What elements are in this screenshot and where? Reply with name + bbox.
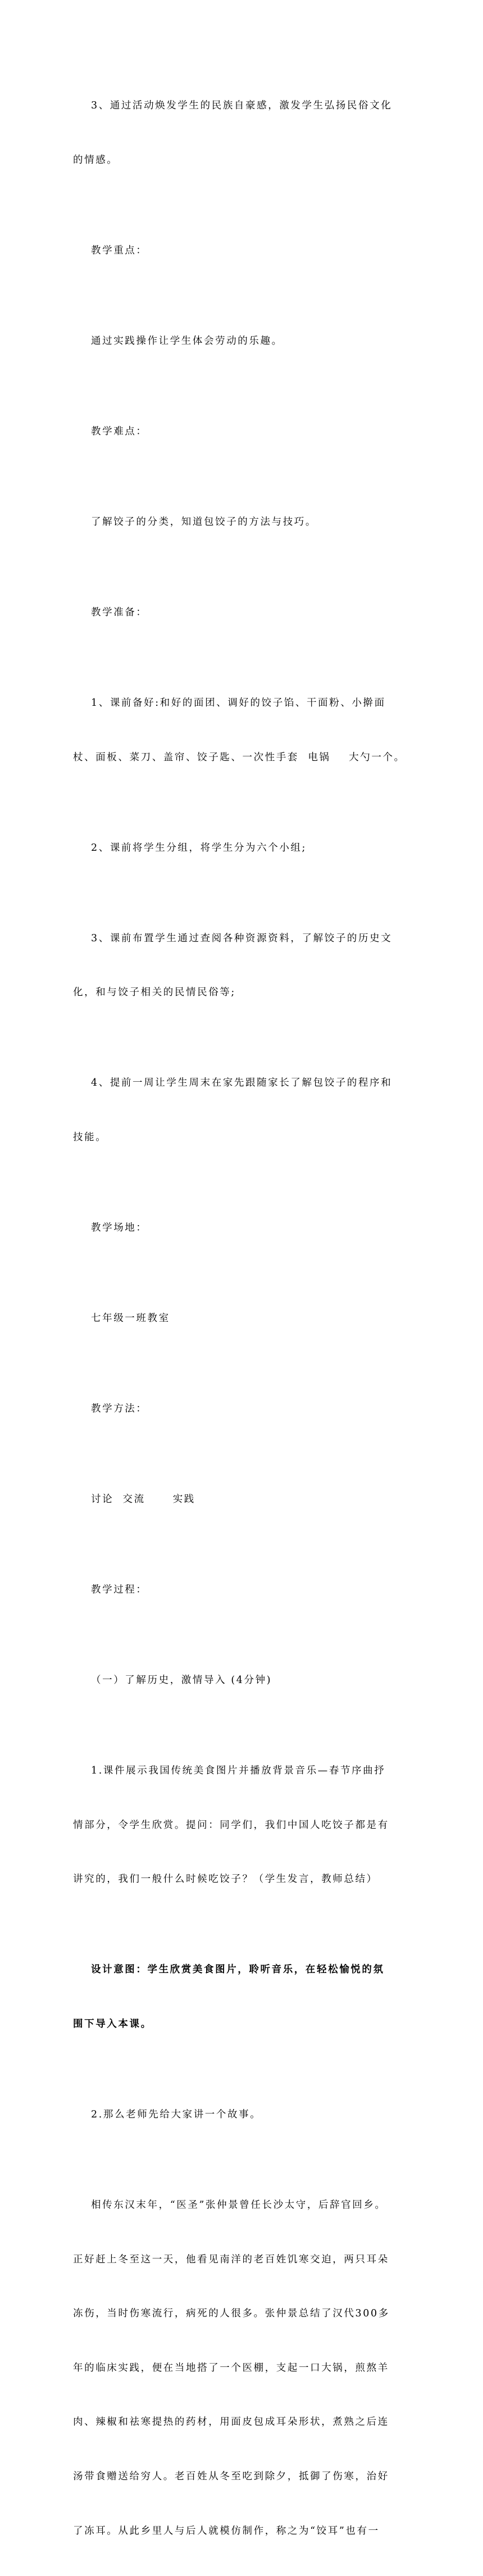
heading-venue	[73, 1183, 409, 1273]
text-line: 化，和与饺子相关的民情民俗等;	[73, 987, 236, 999]
paragraph-story	[73, 2160, 409, 2576]
text-line: 1、课前备好:和好的面团、调好的饺子馅、干面粉、小擀面	[91, 697, 386, 709]
text-line: 七年级一班教室	[91, 1313, 170, 1325]
text-line: 相传东汉末年，“医圣”张仲景曾任长沙太守，后辞官回乡。	[91, 2199, 386, 2211]
paragraph-prep-4	[73, 1038, 409, 1183]
text-line: 教学过程：	[91, 1584, 148, 1596]
text-line: 设计意图：学生欣赏美食图片，聆听音乐，在轻松愉悦的氛	[91, 1964, 385, 1976]
paragraph-goal-3	[73, 61, 409, 206]
text-line: （一）了解历史，激情导入 (4分钟)	[91, 1675, 272, 1686]
text-line: 3、通过活动焕发学生的民族自豪感，激发学生弘扬民俗文化	[91, 100, 393, 112]
text-line: 2.那么老师先给大家讲一个故事。	[91, 2108, 262, 2120]
paragraph-prep-1	[73, 658, 409, 803]
paragraph-design-intent	[73, 1925, 409, 2070]
text-line: 汤带食赠送给穷人。老百姓从冬至吃到除夕，抵御了伤寒，治好	[73, 2471, 389, 2483]
paragraph-method	[73, 1454, 409, 1545]
text-line: 肉、辣椒和祛寒提热的药材，用面皮包成耳朵形状，煮熟之后连	[73, 2416, 389, 2428]
heading-difficulty	[73, 387, 409, 477]
text-line: 了解饺子的分类，知道包饺子的方法与技巧。	[91, 516, 317, 528]
heading-method	[73, 1364, 409, 1454]
text-line: 教学准备：	[91, 607, 148, 619]
text-line: 4、提前一周让学生周末在家先跟随家长了解包饺子的程序和	[91, 1077, 393, 1089]
paragraph-prep-2	[73, 802, 409, 893]
document-body	[73, 61, 409, 2576]
text-line: 围下导入本课。	[73, 2018, 152, 2030]
paragraph-step-2	[73, 2070, 409, 2160]
heading-process	[73, 1545, 409, 1635]
paragraph-venue	[73, 1273, 409, 1364]
heading-key-point	[73, 206, 409, 296]
text-line: 情部分，令学生欣赏。提问：同学们，我们中国人吃饺子都是有	[73, 1819, 389, 1831]
text-line: 讨论 交流 实践	[91, 1494, 195, 1505]
text-line: 教学重点：	[91, 245, 148, 257]
text-line: 年的临床实践，便在当地搭了一个医棚，支起一口大锅，煎熬羊	[73, 2362, 389, 2374]
text-line: 杖、面板、菜刀、盖帘、饺子匙、一次性手套 电锅 大勺一个。	[73, 751, 405, 763]
paragraph-step-1	[73, 1726, 409, 1925]
text-line: 教学方法：	[91, 1403, 148, 1415]
text-line: 正好赶上冬至这一天，他看见南洋的老百姓饥寒交迫，两只耳朵	[73, 2253, 389, 2265]
paragraph-prep-3	[73, 893, 409, 1038]
text-line: 冻伤，当时伤寒流行，病死的人很多。张仲景总结了汉代300多	[73, 2308, 390, 2320]
text-line: 3、课前布置学生通过查阅各种资源资料，了解饺子的历史文	[91, 932, 393, 944]
text-line: 讲究的，我们一般什么时候吃饺子？（学生发言，教师总结）	[73, 1874, 378, 1885]
text-line: 2、课前将学生分组，将学生分为六个小组;	[91, 842, 307, 854]
text-line: 教学场地：	[91, 1222, 148, 1233]
text-line: 教学难点：	[91, 426, 148, 438]
text-line: 通过实践操作让学生体会劳动的乐趣。	[91, 335, 283, 347]
text-line: 的情感。	[73, 155, 119, 166]
text-line: 技能。	[73, 1131, 107, 1143]
text-line: 了冻耳。从此乡里人与后人就模仿制作，称之为“饺耳”也有一	[73, 2525, 380, 2537]
paragraph-key-point	[73, 296, 409, 387]
heading-preparation	[73, 568, 409, 658]
paragraph-difficulty	[73, 477, 409, 568]
text-line: 1.课件展示我国传统美食图片并播放背景音乐—春节序曲抒	[91, 1765, 386, 1777]
section-heading-1	[73, 1635, 409, 1726]
